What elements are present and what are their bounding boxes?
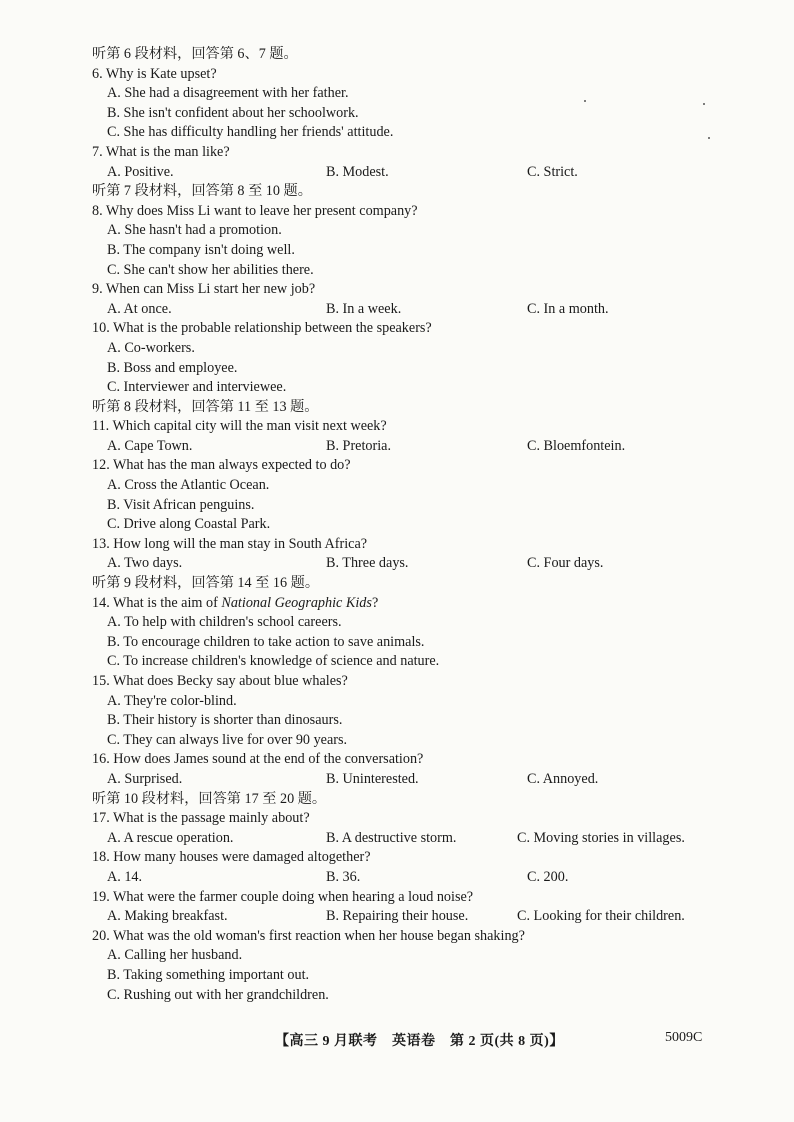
answer-option-a: A. Cape Town. [107,437,193,454]
footer-page-info: 【高三 9 月联考 英语卷 第 2 页(共 8 页)】 [275,1034,564,1049]
answer-option-c: C. Moving stories in villages. [517,829,685,846]
answer-option-c: C. Bloemfontein. [527,437,626,454]
answer-options-row [92,437,732,457]
answer-option-c: C. Annoyed. [527,770,599,787]
answer-option-a: A. 14. [107,868,143,885]
answer-option-b: B. Modest. [326,163,389,180]
answer-option: B. The company isn't doing well. [107,241,295,258]
answer-option-b: B. Pretoria. [326,437,392,454]
answer-option: C. Interviewer and interviewee. [107,379,287,396]
question-text: 17. What is the passage mainly about? [92,810,310,827]
question-text: 13. How long will the man stay in South Africa? [92,535,368,552]
section-heading: 听第 6 段材料，回答第 6、7 题。 [92,46,298,62]
answer-option: A. She hasn't had a promotion. [107,222,282,239]
answer-options-row [92,554,732,574]
answer-option: C. They can always live for over 90 years. [107,731,348,748]
section-heading: 听第 10 段材料，回答第 17 至 20 题。 [92,790,327,807]
question-text: 15. What does Becky say about blue whales? [92,673,348,689]
question-text: 16. How does James sound at the end of the conversation? [92,751,424,768]
question-text: 10. What is the probable relationship between the speakers? [92,320,432,337]
page-footer [0,1030,794,1050]
section-heading: 听第 7 段材料，回答第 8 至 10 题。 [92,183,312,200]
section-heading: 听第 9 段材料，回答第 14 至 16 题。 [92,575,320,592]
answer-option: A. Co-workers. [107,339,195,356]
answer-option: A. Cross the Atlantic Ocean. [107,477,270,494]
answer-option-c: C. In a month. [527,300,609,317]
question-text-part: ? [371,594,379,611]
answer-option: A. They're color-blind. [107,692,237,709]
answer-option: C. Drive along Coastal Park. [107,516,271,533]
answer-option-b: B. A destructive storm. [326,829,457,846]
answer-option: A. She had a disagreement with her father. [107,85,349,102]
answer-options-row [92,300,732,320]
question-text-part: 14. What is the aim of [92,594,222,611]
question-text: 8. Why does Miss Li want to leave her present company? [92,202,418,219]
question-text: 20. What was the old woman's first reaction when her house began shaking? [92,927,525,944]
scan-speck [708,137,710,139]
answer-option: B. Boss and employee. [107,359,238,376]
answer-option-a: A. Surprised. [107,770,183,787]
answer-option-b: B. Uninterested. [326,770,419,787]
answer-option: B. Taking something important out. [107,966,310,983]
question-text: 18. How many houses were damaged altogether? [92,849,371,866]
answer-option: B. To encourage children to take action to save animals. [107,633,425,650]
footer-exam-code: 5009C [665,1030,703,1045]
answer-options-row [92,829,732,849]
question-text [92,594,732,614]
question-text: 12. What has the man always expected to do? [92,457,351,474]
answer-option-a: A. Making breakfast. [107,908,228,925]
answer-option-c: C. Four days. [527,555,604,572]
question-text: 7. What is the man like? [92,143,230,160]
answer-option: B. Their history is shorter than dinosaurs. [107,712,343,729]
answer-option: B. Visit African penguins. [107,496,255,513]
answer-option: C. She can't show her abilities there. [107,261,314,278]
section-heading: 听第 8 段材料，回答第 11 至 13 题。 [92,398,319,415]
answer-option-c: C. 200. [527,868,569,885]
question-text: 11. Which capital city will the man visit next week? [92,418,387,435]
answer-options-row [92,868,732,888]
question-text: 19. What were the farmer couple doing when hearing a loud noise? [92,888,474,905]
answer-option: C. To increase children's knowledge of science and nature. [107,653,440,670]
answer-option: B. She isn't confident about her schoolwork. [107,104,359,121]
scan-speck [703,103,705,105]
answer-option-a: A. Two days. [107,555,183,572]
answer-option-b: B. Three days. [326,555,409,572]
answer-option-a: A. A rescue operation. [107,829,234,846]
answer-option-b: B. Repairing their house. [326,908,469,925]
question-text: 6. Why is Kate upset? [92,65,217,82]
question-text: 9. When can Miss Li start her new job? [92,281,316,298]
scan-speck [584,100,586,102]
magazine-title: National Geographic Kids [221,594,372,611]
answer-option: A. To help with children's school careers. [107,614,342,631]
answer-option-c: C. Strict. [527,163,578,180]
answer-option: C. Rushing out with her grandchildren. [107,986,329,1003]
answer-options-row [92,907,732,927]
exam-content [92,45,732,1005]
answer-option-a: A. Positive. [107,163,174,180]
answer-option-b: B. 36. [326,868,361,885]
answer-option-b: B. In a week. [326,300,402,317]
answer-options-row [92,163,732,183]
answer-option-a: A. At once. [107,300,172,317]
answer-option: A. Calling her husband. [107,947,243,964]
answer-option-c: C. Looking for their children. [517,908,685,925]
answer-option: C. She has difficulty handling her friends' attitude. [107,124,394,141]
answer-options-row [92,770,732,790]
